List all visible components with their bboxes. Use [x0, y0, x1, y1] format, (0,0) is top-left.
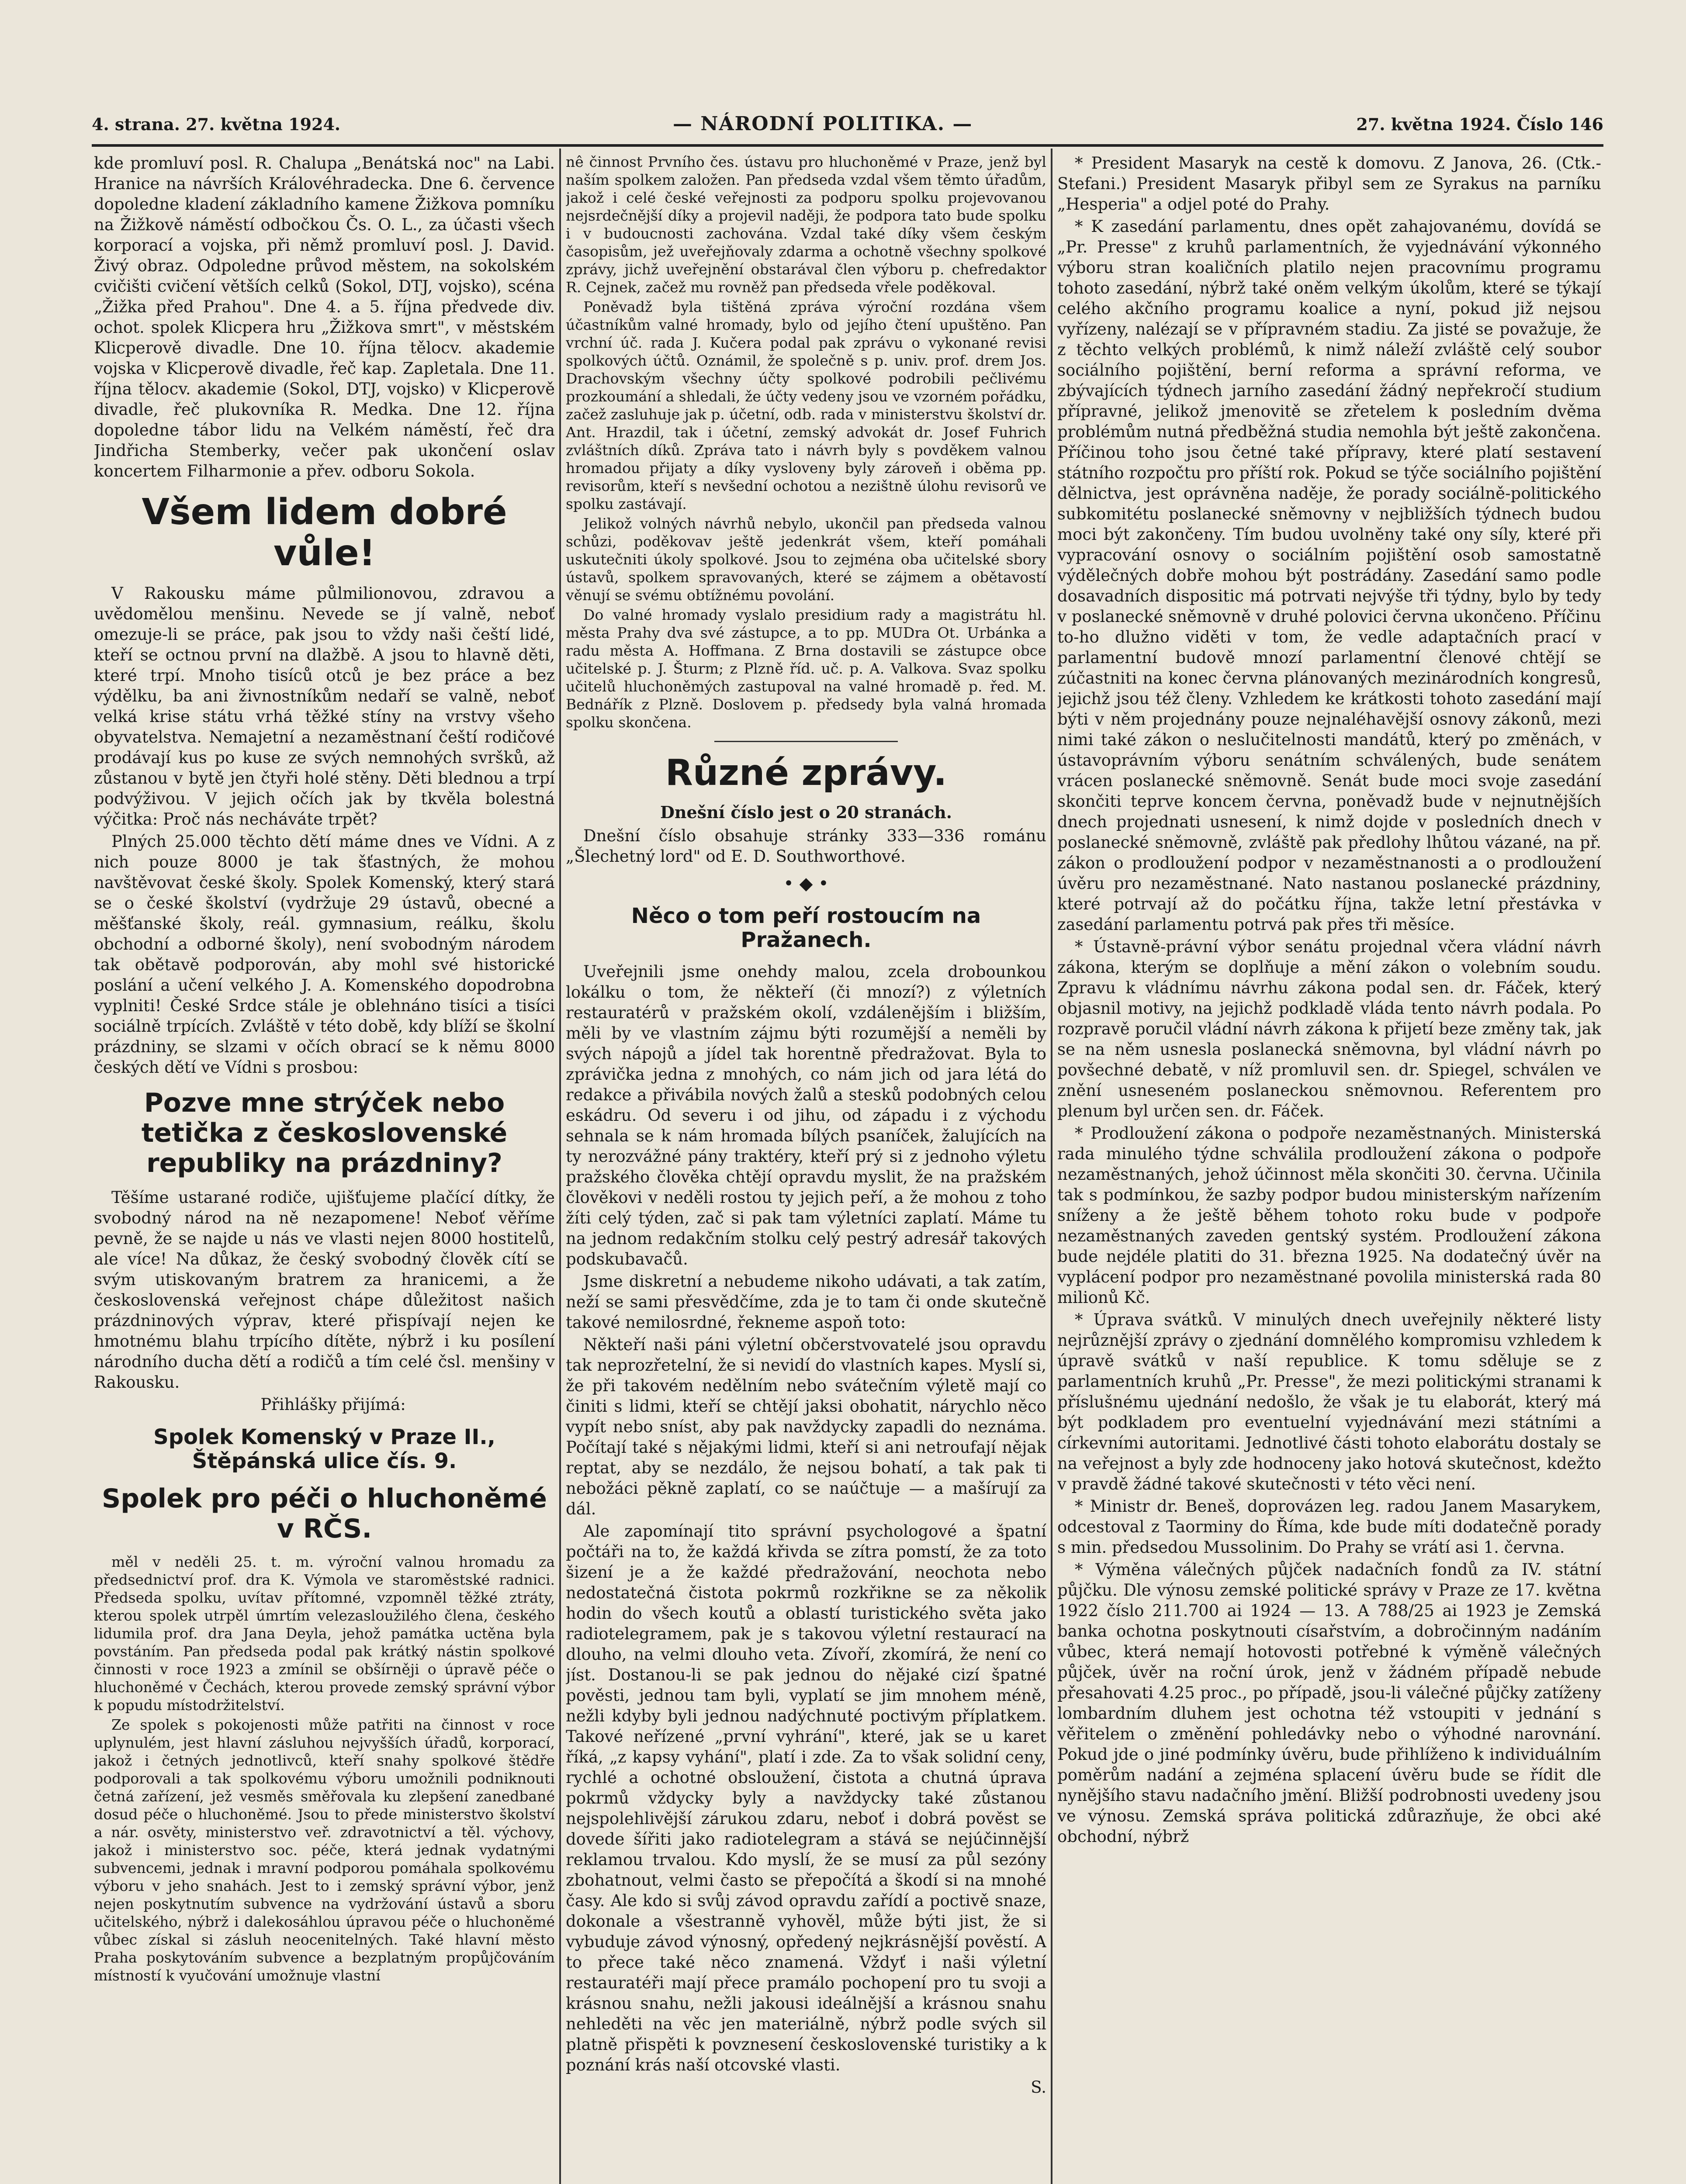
article-text: * Úprava svátků. V minulých dnech uveřejnily některé listy nejrůznější zprávy o zjednání domnělého kompromisu vzhledem k úpravě svátků v naší republice. K tomu sděluje se z parlamentních kruhů „Pr. Presse", že mezi politickými stranami k příslušnému ujednání nedošlo, že však je tu elaborát, který má být podkladem pro eventuelní vyjednávání mezi státními a církevními autoritami. Jednotlivé části tohoto elaborátu dostaly se na veřejnost a byly zde hodnoceny jako hotová skutečnost, kdežto v pravdě žádné takové skutečnosti v této věci není. — [1057, 1310, 1601, 1493]
article-text: * K zasedání parlamentu, dnes opět zahajovanému, dovídá se „Pr. Presse" z kruhů parlamentních, že vyjednávání výkonného výboru stran koaličních platilo nejen pracovnímu programu tohoto zasedání, nýbrž také oněm velkým úkolům, které se týkají celého akčního programu koalice a nyní, pokud již nejsou vyřízeny, nalézají se v přípravném stadiu. Za jisté se považuje, že z těchto velkých problémů, k nimž náleží zvláště celý soubor sociálního pojištění, berní reforma a správní reforma, ve zbývajících týdnech jarního zasedání žádný nepřekročí studium přípravné, jelikož jmenovitě se zřetelem k posledním dvěma problémům nutná předběžná studia nemohla být ještě zakončena. Příčinou toho jsou četné také přípravy, které platí sestavení státního rozpočtu pro příští rok. Pokud se týče sociálního pojištění dělnictva, jest oprávněna naděje, že porady sociálně-politického subkomitétu poslanecké sněmovny v nejbližších týdnech budou moci být zakončeny. Tím budou uvolněny také ony síly, které při vypracování osnovy o sociálním pojištění osob samostatně výdělečných dobře mohou být postrádány. Zasedání samo podle dosavadních dispositic má potrvati nejvýše tři týdny, bylo by tedy v poslanecké sněmovně v druhé polovici června ukončeno. Příčinu to-ho dlužno viděti v tom, že vedle adaptačních prací v parlamentní budově mnozí parlamentní členové chtějí se zúčastniti na konec června plánovaných mezinárodních kongresů, jejichž jsou též členy. Vzhledem ke krátkosti tohoto zasedání mají býti v něm projednány pouze nejnaléhavější osnovy zákonů, mezi nimi také zákon o neslučitelnosti mandátů, který po změnách, v ústavoprávním výboru senátním schválených, bude senátem vrácen poslanecké sněmovně. Senát bude moci svoje zasedání skončiti teprve koncem června, poněvadž bude v nejnutnějších dnech projednati usnesení, k nimž dojde v posledních dnech v poslanecké sněmovně, zvláště pak předlohy lhůtou vázané, na př. zákon o prodloužení podpor v nezaměstnanosti a o prodloužení úvěru pro nezaměstnané. Nato nastanou poslanecké prázdniny, které potrvají až do počátku října, takže letní přestávka v zasedání parlamentu potrvá pak přes tři měsíce. — [1057, 217, 1601, 934]
article-text: * Výměna válečných půjček nadačních fondů za IV. státní půjčku. Dle výnosu zemské politické správy v Praze ze 17. května 1922 číslo 211.700 ai 1924 — 13. A 788/25 ai 1923 je Zemská banka ochotna poskytnouti císařstvím, a dobročinným nadáním vůbec, která nemají hotovosti potřebné k výměně válečných půjček, úvěr na roční úrok, jenž v žádném případě nebude přesahovati 4.25 proc., po případě, jsou-li válečné půjčky zatíženy lombardním dluhem jest ochotna též vstoupiti v jednání s věřitelem o změnění pohledávky nebo o výhodné narovnání. Pokud jde o jiné podmínky úvěru, bude přihlíženo k individuálním poměrům nadání a zejména splacení úvěru bude se řídit dle nynějšího stavu nadačního jmění. Bližší podrobnosti uvedeny jsou ve výnosu. Zemská správa politická zdůrazňuje, že obci aké obchodní, nýbrž — [1057, 1560, 1601, 1846]
column-3 — [1057, 153, 1601, 2184]
header-rule — [92, 144, 1603, 147]
article-text: Dnešní číslo obsahuje stránky 333—336 románu „Šlechetný lord" od E. D. Southworthové. — [566, 826, 1046, 866]
column-1 — [94, 153, 555, 2184]
headline-vsem-lidem: Všem lidem dobré vůle! — [142, 491, 507, 574]
headline-hluchoneme: Spolek pro péči o hluchoněmé v RČS. — [102, 1483, 547, 1544]
header-date-issue: 27. května 1924. Číslo 146 — [1356, 114, 1603, 134]
article-text: Ale zapomínají tito správní psychologové a špatní počtáři na to, že každá křivda se zítra pomstí, že za toto šizení je a že každé předražování, neochota nebo nedostatečná čistota pokrmů rozkřikne se za několik hodin do všech koutů a oblastí turistického světa jako radiotelegramem, pak je s takovou výletní restaurací na dlouho, na velmi dlouho veta. Zívoří, zkomírá, že není co jíst. Dostanou-li se pak jednou do nějaké cizí špatné pověsti, jednou tam byli, vyplatí se jim mnohem méně, nežli kdyby byli jednou nadýchnuté poctivým příplatkem. Takové neřízené „první vyhrání", které, jak se u karet říká, „z kapsy vyhání", platí i zde. Za to však solidní ceny, rychlé a ochotné obsloužení, čistota a chutná úprava pokrmů vždycky byly a navždycky také zůstanou nejspolehlivější zárukou zdaru, neboť i dobrá pověst se dovede šířiti jako radiotelegram a stává se nejúčinnější reklamou trvalou. Kdo myslí, že se musí za půl sezóny zbohatnout, velmi často se přepočítá a škodí si na mnohé časy. Ale kdo si svůj závod opravdu zařídí a poctivě snaze, dokonale a všestranně vyhověl, může býti jist, že si vybuduje závod výnosný, opředený nejkrásnější pověstí. A to přece také něco znamená. Vždyť i naši výletní restauratéři mají přece pramálo pochopení pro tu svoji a krásnou snahu, nežli jakousi ideálnější a krásnou snahu nehleděti na věc jen materiálně, nýbrž podle svých sil platně přispěti k povznesení československé turistiky a k poznání krás naší otcovské vlasti. — [566, 1521, 1046, 2074]
article-text: * Prodloužení zákona o podpoře nezaměstnaných. Ministerská rada minulého týdne schválila prodloužení zákona o podpoře nezaměstnaných, jehož účinnost měla skončiti 30. června. Učinila tak s podmínkou, že sazby podpor budou ministerským nařízením sníženy a že ještě během tohoto roku bude v podpoře nezaměstnaných zaveden gentský systém. Prodloužení zákona bude nejdéle platiti do 31. března 1925. Na dodatečný úvěr na vyplácení podpor pro nezaměstnané povolila ministerská rada 80 milionů Kč. — [1057, 1124, 1601, 1307]
article-text: Do valné hromady vyslalo presidium rady a magistrátu hl. města Prahy dva své zástupce, a to pp. MUDra Ot. Urbánka a radu města A. Hoffmana. Z Brna dostavili se zástupce obce učitelské p. J. Šturm; z Plzně říd. uč. p. A. Valkova. Svaz spolku učitelů hluchoněmých zastupoval na valné hromadě p. řed. M. Bednářík z Plzně. Doslovem p. předsedy byla valná hromada spolku skončena. — [566, 606, 1046, 731]
headline-pozve-mne: Pozve mne strýček nebo tetička z československé republiky na prázdniny? — [141, 1087, 508, 1178]
headline-spolek-komensky: Spolek Komenský v Praze II., Štěpánská ulice čís. 9. — [153, 1424, 495, 1473]
article-text: Někteří naši páni výletní občerstvovatelé jsou opravdu tak neprozřetelní, že si nevidí do vlastních kapes. Myslí si, že při takovém nedělním nebo svátečním výletě mají co činiti s lidmi, kteří se chtějí jaksi obohatit, nárychlo něco vypít nebo sníst, aby pak navždycky zapadli do neznáma. Počítají také s nějakými lidmi, kteří si ani netroufají nějak reptat, aby se nezdálo, že nejsou bohatí, a tak pak ti nebožáci pěkně zaplatí, co se naúčtuje — a mašírují za dál. — [566, 1335, 1046, 1518]
article-text: Přihlášky přijímá: — [260, 1395, 406, 1414]
article-text: * Ministr dr. Beneš, doprovázen leg. radou Janem Masarykem, odcestoval z Taorminy do Říma, kde bude míti dodatečně porady s min. předsedou Mussolinim. Do Prahy se vrátí asi 1. června. — [1057, 1497, 1601, 1557]
subheadline: Dnešní číslo jest o 20 stranách. — [660, 802, 952, 822]
headline-peri: Něco o tom peří rostoucím na Pražanech. — [631, 904, 981, 953]
page-header — [92, 114, 1603, 141]
article-text: * President Masaryk na cestě k domovu. Z Janova, 26. (Ctk.-Stefani.) President Masaryk přibyl sem ze Syrakus na parníku „Hesperia" a odjel poté do Prahy. — [1057, 154, 1601, 214]
article-text: Těšíme ustarané rodiče, ujišťujeme plačící dítky, že svobodný národ na ně nezapomene! Neboť věříme pevně, že se najde u nás ve vlasti nejen 8000 hostitelů, ale více! Na důkaz, že český svobodný člověk cítí se svým utiskovaným bratrem za hranicemi, a že československá veřejnost chápe důležitost našich prázdninových výprav, které přispívají nejen ke hmotnému blahu trpícího dítěte, nýbrž i ku posílení národního ducha dětí a rodičů a tím celé čsl. menšiny v Rakousku. — [94, 1188, 555, 1392]
article-text: V Rakousku máme půlmilionovou, zdravou a uvědomělou menšinu. Nevede se jí valně, neboť omezuje-li se práce, pak jsou to vždy naši čeští lidé, kteří se octnou první na dlažbě. A jsou to hlavně děti, které trpí. Mnoho tisíců otců je bez práce a bez výdělku, ba ani živnostníkům nedaří se valně, neboť velká krise státu vrhá těžké stíny na vrstvy všeho obyvatelstva. Nemajetní a nezaměstnaní čeští rodičové prodávají kus po kuse ze svých nemnohých svršků, až zůstanou v bytě jen čtyři holé stěny. Děti blednou a trpí podvýživou. V jejich očích jak by tkvěla bolestná výčitka: Proč nás necháváte trpět? — [94, 584, 555, 829]
article-text: Ze spolek s pokojenosti může patřiti na činnost v roce uplynulém, jest hlavní zásluhou nejvyšších úřadů, korporací, jakož i četných jednotlivců, kteří snahy spolkové štědře podporovali a tak spolkovému výboru umožnili podniknouti četná zařízení, jež vesměs směřovala ku zlepšení zanedbané dosud péče o hluchoněmé. Jsou to přede ministerstvo školství a nár. osvěty, ministerstvo veř. zdravotnictví a těl. výchovy, jakož i ministerstvo soc. péče, která jednak vydatnými subvencemi, jednak i mravní podporou pomáhala spolkovému výboru v jeho snahách. Jest to i zemský správní výbor, jenž nejen poskytnutím subvence na vydržování ústavů a sboru učitelského, nýbrž i dalekosáhlou úpravou péče o hluchoněmé vůbec získal si zásluh neocenitelných. Také hlavní město Praha poskytováním subvence a bezplatným propůjčováním místností k vyučování umožnuje vlastní — [94, 1716, 555, 1984]
ornament: • ◆ • — [783, 874, 829, 894]
column-divider-2 — [1051, 149, 1052, 2184]
article-text: Jelikož volných návrhů nebylo, ukončil pan předseda valnou schůzi, poděkovav ještě jedenkrát všem, kteří pomáhali uskutečniti úkoly spolkové. Jsou to zejména oba učitelské sbory ústavů, spolkem spravovaných, které se zájmem a obětavostí věnují se svému obtížnému povolání. — [566, 515, 1046, 604]
header-page-number-date: 4. strana. 27. května 1924. — [92, 114, 341, 134]
headline-ruzne-zpravy: Různé zprávy. — [665, 752, 947, 794]
article-text: Jsme diskretní a nebudeme nikoho udávati, a tak zatím, neží se sami přesvědčíme, zda je to tam či onde skutečně takové nemilosrdné, řekneme aspoň toto: — [566, 1272, 1046, 1332]
article-text: Uveřejnili jsme onehdy malou, zcela drobounkou lokálku o tom, že někteří (či mnozí?) z výletních restauratérů v pražském okolí, vzdálenějším i bližším, měli by ve vlastním zájmu býti rozumější a neměli by svých nápojů a jídel tak horentně předražovat. Byla to zprávička jedna z mnohých, co nám jich od jara létá do redakce a přivábila nových žalů a stesků podobných celou eskádru. Od severu i od jihu, od západu i z východu sehnala se k nám hromada bílých psaníček, žalujících na ty nerozvážné pány traktéry, kteří prý si z jednoho výletu pražského člověka chtějí opravdu myslit, že na pražském člověkovi v neděli rostou ty jejich peří, a že mohou z toho žíti celý týden, zač si pak tam výletníci zaplatí. Máme tu na jednom redakčním stolku celý pestrý adresář takových podskubavačů. — [566, 962, 1046, 1268]
column-2 — [566, 153, 1046, 2184]
article-text: Poněvadž byla tištěná zpráva výroční rozdána všem účastníkům valné hromady, bylo od jejího čtení upuštěno. Pan vrchní úč. rada J. Kučera podal pak zprávu o vykonané revisi spolkových účtů. Oznámil, že společně s p. univ. prof. drem Jos. Drachovským všechny účty spolkové podrobili pečlivému prozkoumání a shledali, že účty vedeny jsou ve vzorném pořádku, začež zasluhuje jak p. účetní, odb. rada v ministerstvu školství dr. Ant. Hrazdil, tak i účetní, zemský advokát dr. Josef Fuhrich zvláštních díků. Zpráva tato i návrh byly s povděkem valnou hromadou přijaty a díky vysloveny byly zároveň i oběma pp. revisorům, kteří s nevšední ochotou a nezištně úlohu revisorů ve spolku zastávají. — [566, 298, 1046, 512]
column-divider-1 — [559, 149, 561, 2184]
article-signature: S. — [1031, 2077, 1046, 2097]
article-text: kde promluví posl. R. Chalupa „Benátská noc" na Labi. Hranice na návrších Královéhradecka. Dne 6. července dopoledne kladení základního kamene Žižkova pomníku na Žižkově náměstí odbočkou Čs. O. L., za účasti všech korporací a vojska, při němž promluví posl. J. David. Živý obraz. Odpoledne průvod městem, na sokolském cvičišti cvičení větších celků (Sokol, DTJ, vojsko), scéna „Žižka před Prahou". Dne 4. a 5. října předvede div. ochot. spolek Klicpera hru „Žižkova smrt", v městském Klicperově divadle. Dne 10. října tělocv. akademie vojska v Klicperově divadle, řeč kap. Zapletala. Dne 11. října tělocv. akademie (Sokol, DTJ, vojsko) v Klicperově divadle, řeč plukovníka R. Medka. Dne 12. října dopoledne tábor lidu na Velkém náměstí, řeč dra Jindřicha Stemberky, večer pak ukončení oslav koncertem Filharmonie a přev. odboru Sokola. — [94, 154, 555, 480]
article-text: * Ústavně-právní výbor senátu projednal včera vládní návrh zákona, kterým se doplňuje a mění zákon o volebním soudu. Zpravu k vládnímu návrhu zákona podal sen. dr. Fáček, který objasnil motivy, na jejichž podkladě vláda tento návrh podala. Po rozpravě poručil vládní návrh zákona k přijetí beze změny tak, jak se na něm usnesla poslanecká sněmovna, byl vládní návrh po povšechné debatě, v níž promluvil sen. dr. Spiegel, schválen ve znění usneseném poslaneckou sněmovnou. Referentem pro plenum byl určen sen. dr. Fáček. — [1057, 937, 1601, 1120]
article-text: Plných 25.000 těchto dětí máme dnes ve Vídni. A z nich pouze 8000 je tak šťastných, že mohou navštěvovat české školy. Spolek Komenský, který stará se o české školství (vydržuje 29 ústavů, obecné a měšťanské školy, reál. gymnasium, reálku, školu obchodní a odborné školy), není svobodným národem tak obětavě podporován, aby mohl své historické poslání a učení velkého J. A. Komenského dopodrobna vyplniti! České Srdce stále je oblehnáno tisíci a tisíci sociálně trpících. Zvláště v této době, kdy blíží se školní prázdniny, se slzami v očích obrací se k němu 8000 českých dětí ve Vídni s prosbou: — [94, 832, 555, 1077]
article-text: nê činnost Prvního čes. ústavu pro hluchoněmé v Praze, jenž byl naším spolkem založen. Pan předseda vzdal všem těmto úřadům, jakož i celé české veřejnosti za podporu spolku projevovanou nejsrdečnější díky a projevil naději, že podpora tato bude spolku i v budoucnosti zachována. Vzdal také díky všem českým časopisům, jež uveřejňovaly zdarma a ochotně všechny spolkové zprávy, jichž uveřejnění obstarával člen výboru p. chefredaktor R. Cejnek, začež mu rovněž pan předseda vřele poděkoval. — [566, 153, 1046, 296]
header-masthead: — NÁRODNÍ POLITIKA. — — [673, 113, 973, 135]
section-divider — [714, 741, 898, 742]
article-text: měl v neděli 25. t. m. výroční valnou hromadu za předsednictví prof. dra K. Výmola ve staroměstské radnici. Předseda spolku, uvítav přítomné, vzpomněl těžké ztráty, kterou spolek utrpěl úmrtím velezasloužilého člena, českého lidumila prof. dra Jana Deyla, jehož památka uctěna byla povstáním. Pan předseda podal pak krátký nástin spolkové činnosti v roce 1923 a zmínil se obšírněji o úpravě péče o hluchoněmé v Čechách, kterou provede zemský správní výbor k popudu místodržitelství. — [94, 1553, 555, 1714]
